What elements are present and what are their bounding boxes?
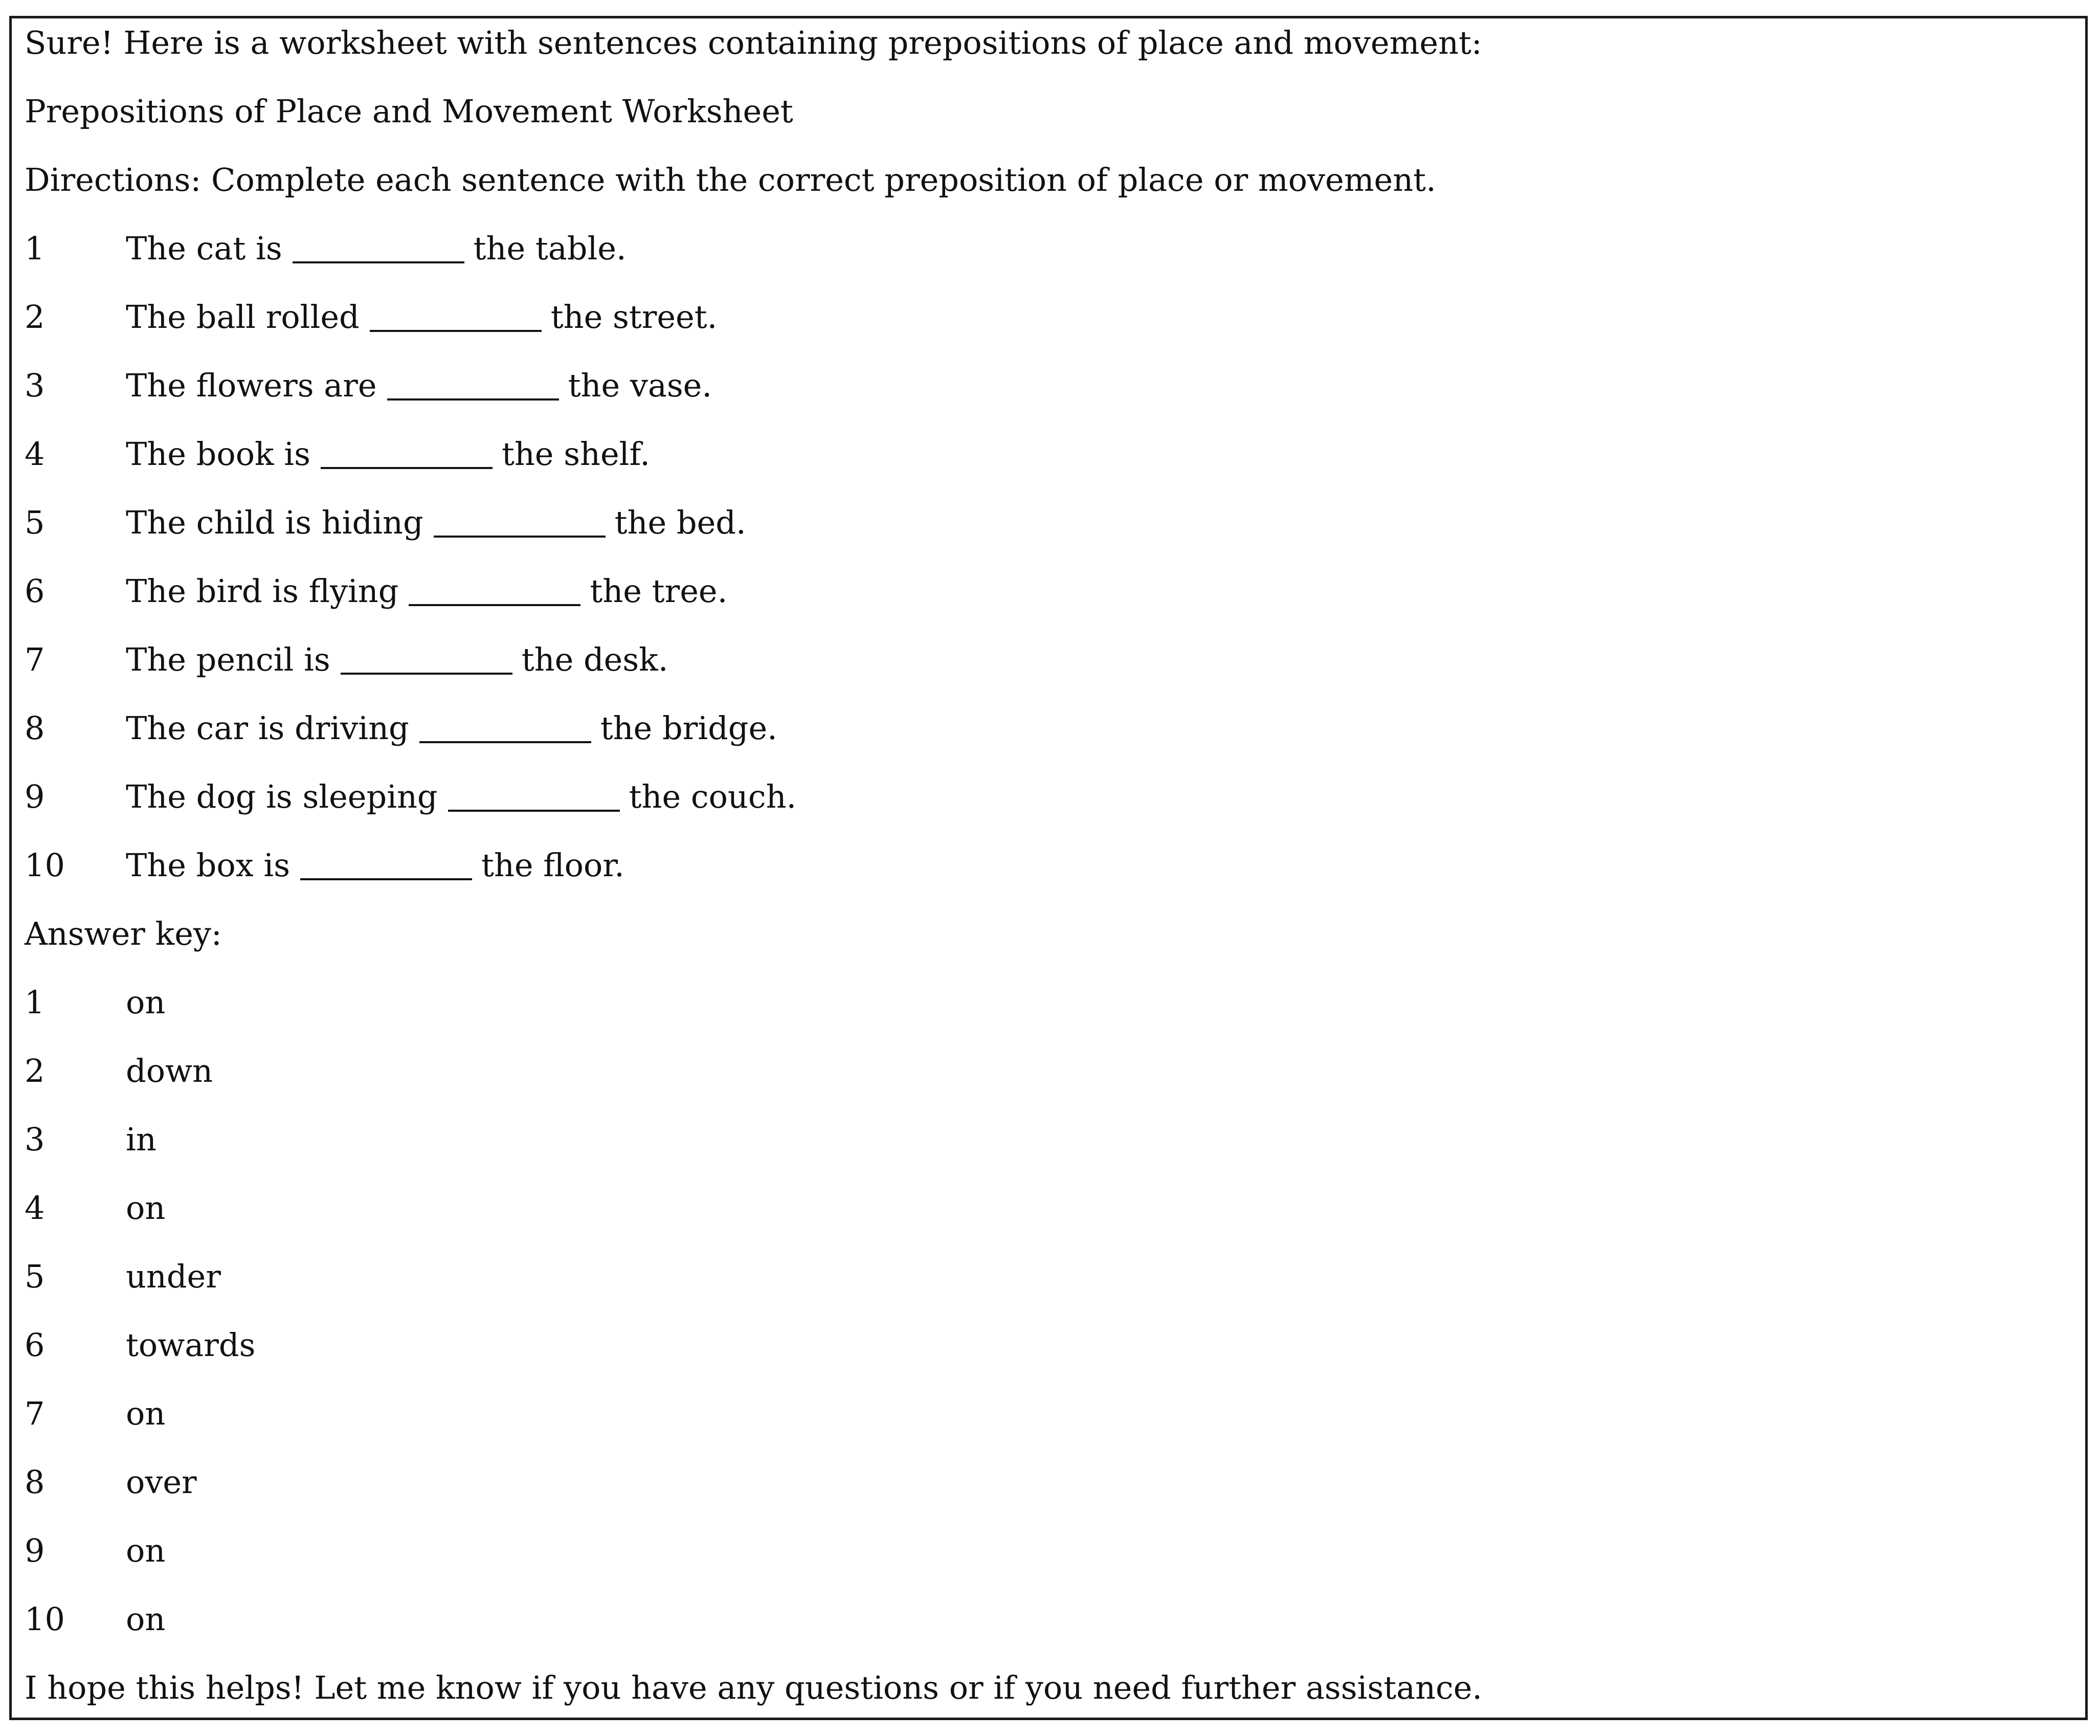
answer-blank	[341, 644, 512, 675]
answer-blank	[387, 370, 559, 400]
answer-row	[25, 984, 2080, 1055]
answer-text: down	[126, 1052, 213, 1089]
question-number: 9	[25, 778, 45, 815]
answer-row	[25, 1121, 2080, 1192]
answer-blank	[419, 713, 591, 743]
question-row	[25, 298, 2080, 370]
answer-number: 3	[25, 1121, 45, 1158]
question-number: 8	[25, 709, 45, 747]
answer-text: on	[126, 1395, 166, 1432]
answer-row	[25, 1326, 2080, 1398]
question-text-before: The cat is	[126, 230, 282, 267]
question-text-after: the vase.	[568, 367, 712, 404]
question-row	[25, 367, 2080, 438]
answer-blank	[321, 438, 493, 469]
answer-number: 5	[25, 1258, 45, 1295]
answer-number: 8	[25, 1463, 45, 1501]
answer-text: on	[126, 1189, 166, 1227]
question-text-after: the floor.	[481, 847, 624, 884]
question-row	[25, 847, 2080, 918]
answer-text: on	[126, 1600, 166, 1638]
question-number: 1	[25, 230, 45, 267]
question-row	[25, 641, 2080, 713]
question-row	[25, 572, 2080, 644]
question-number: 3	[25, 367, 45, 404]
answer-number: 6	[25, 1326, 45, 1364]
answer-number: 10	[25, 1600, 65, 1638]
answer-number: 9	[25, 1532, 45, 1569]
answer-text: towards	[126, 1326, 256, 1364]
directions-text: Directions: Complete each sentence with the correct preposition of place or movement.	[25, 161, 1436, 198]
question-text-before: The dog is sleeping	[126, 778, 438, 815]
question-text-after: the desk.	[521, 641, 668, 678]
answer-blank	[434, 507, 606, 538]
worksheet-content	[25, 24, 2080, 1706]
answer-text: on	[126, 984, 166, 1021]
question-text-after: the bed.	[614, 504, 746, 541]
question-text-before: The flowers are	[126, 367, 377, 404]
answer-blank	[370, 301, 542, 332]
question-row	[25, 504, 2080, 575]
answer-row	[25, 1052, 2080, 1124]
answer-text: on	[126, 1532, 166, 1569]
answer-row	[25, 1395, 2080, 1466]
answer-number: 1	[25, 984, 45, 1021]
question-row	[25, 230, 2080, 301]
answer-blank	[300, 850, 472, 880]
question-number: 6	[25, 572, 45, 610]
question-number: 10	[25, 847, 65, 884]
answer-row	[25, 1532, 2080, 1604]
question-text-before: The box is	[126, 847, 291, 884]
answer-row	[25, 1463, 2080, 1535]
answer-row	[25, 1600, 2080, 1672]
question-row	[25, 435, 2080, 507]
answer-blank	[409, 575, 580, 606]
question-text-before: The bird is flying	[126, 572, 399, 610]
answer-text: in	[126, 1121, 157, 1158]
question-number: 7	[25, 641, 45, 678]
answer-key-heading: Answer key:	[25, 915, 222, 952]
question-row	[25, 709, 2080, 781]
answer-blank	[448, 781, 620, 812]
answer-row	[25, 1258, 2080, 1329]
answer-blank	[293, 233, 464, 263]
question-number: 5	[25, 504, 45, 541]
question-text-before: The child is hiding	[126, 504, 423, 541]
question-text-after: the street.	[550, 298, 718, 336]
intro-text: Sure! Here is a worksheet with sentences containing prepositions of place and movement:	[25, 24, 1482, 61]
question-text-before: The ball rolled	[126, 298, 360, 336]
question-row	[25, 778, 2080, 850]
question-number: 2	[25, 298, 45, 336]
question-text-after: the shelf.	[501, 435, 650, 473]
question-text-after: the table.	[473, 230, 627, 267]
question-text-after: the bridge.	[600, 709, 777, 747]
question-text-before: The book is	[126, 435, 310, 473]
closing-text: I hope this helps! Let me know if you have any questions or if you need further assistance.	[25, 1669, 1483, 1706]
answer-row	[25, 1189, 2080, 1261]
answer-text: under	[126, 1258, 221, 1295]
question-number: 4	[25, 435, 45, 473]
worksheet-title: Prepositions of Place and Movement Worksheet	[25, 93, 793, 130]
answer-number: 7	[25, 1395, 45, 1432]
answer-text: over	[126, 1463, 197, 1501]
answer-number: 2	[25, 1052, 45, 1089]
question-text-before: The pencil is	[126, 641, 330, 678]
answer-number: 4	[25, 1189, 45, 1227]
question-text-after: the tree.	[590, 572, 728, 610]
question-text-before: The car is driving	[126, 709, 409, 747]
question-text-after: the couch.	[629, 778, 797, 815]
